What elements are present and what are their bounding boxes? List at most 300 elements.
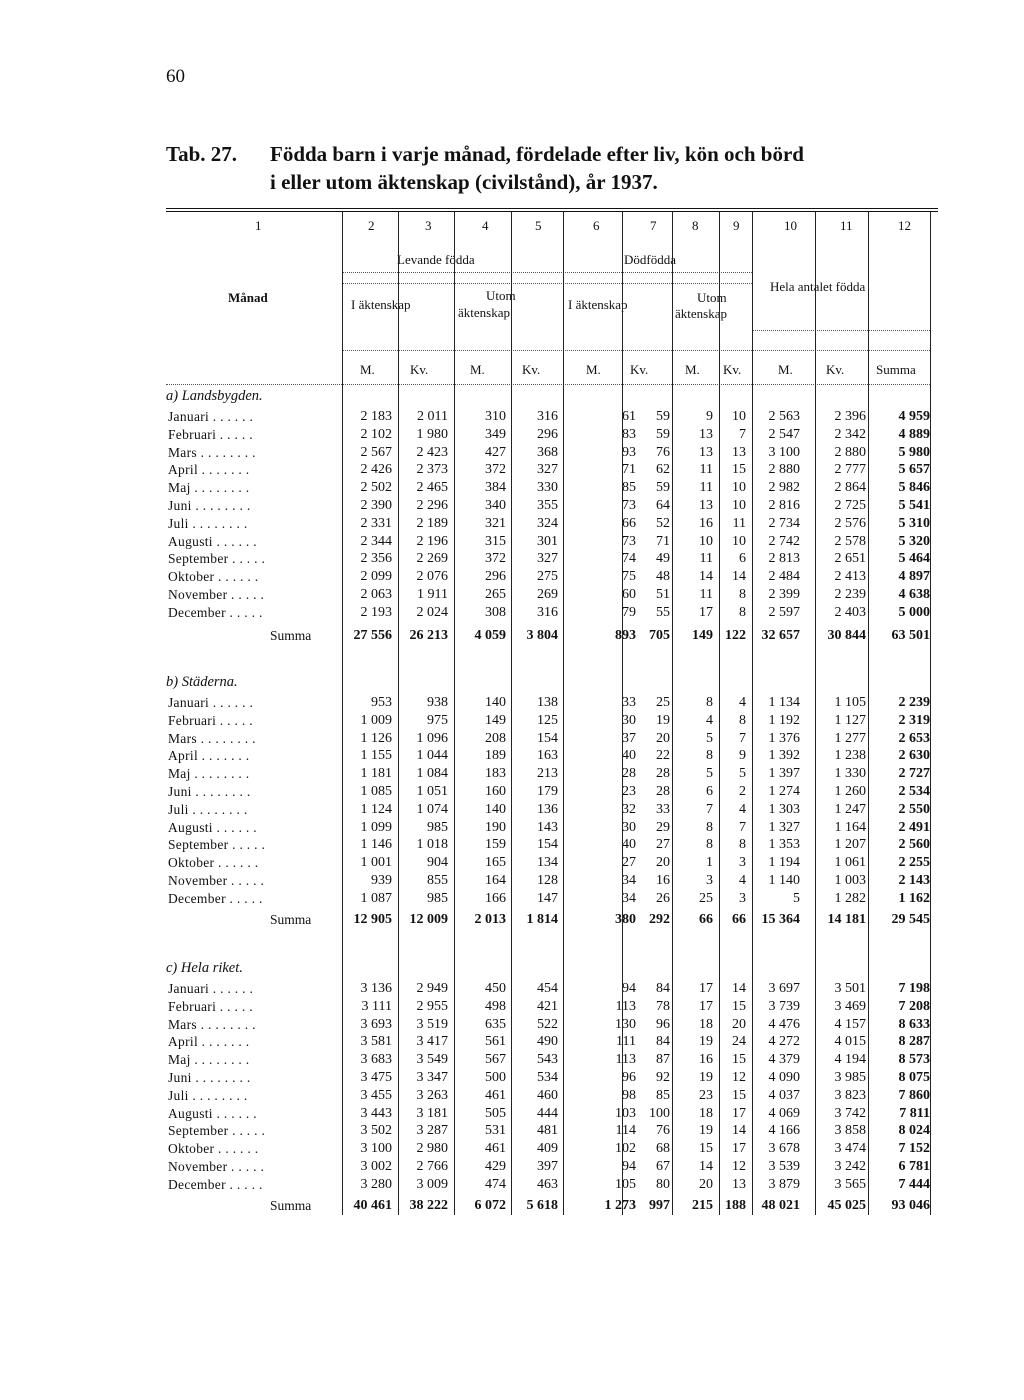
table-cell: 4 — [739, 801, 746, 817]
table-cell: 6 — [706, 784, 713, 799]
table-cell: 27 — [622, 855, 636, 871]
table-cell: 3 417 — [416, 1034, 448, 1050]
table-cell: 1 003 — [834, 873, 866, 888]
table-cell: 20 — [656, 730, 670, 746]
table-cell: 20 — [732, 1016, 746, 1032]
table-cell: 310 — [485, 409, 506, 424]
table-cell: 3 263 — [416, 1087, 448, 1103]
table-cell: 531 — [485, 1123, 506, 1139]
table-cell: 421 — [537, 998, 558, 1014]
table-cell: 397 — [537, 1159, 558, 1174]
table-cell: 1 — [706, 855, 713, 871]
column-number: 10 — [784, 218, 797, 233]
table-cell: 2 342 — [834, 426, 866, 442]
sum-cell: 27 556 — [353, 628, 392, 643]
table-cell: 14 — [732, 569, 746, 585]
table-cell: 12 — [732, 1159, 746, 1174]
table-cell: 12 — [732, 1070, 746, 1085]
table-cell: 1 274 — [768, 784, 800, 799]
table-cell: 10 — [732, 480, 746, 496]
table-cell: 13 — [699, 426, 713, 442]
table-cell: 1 238 — [834, 748, 866, 764]
table-cell: 985 — [427, 819, 448, 835]
sum-cell: 6 072 — [474, 1198, 506, 1213]
table-cell: 5 — [739, 766, 746, 782]
table-cell: 3 280 — [360, 1176, 392, 1192]
month-label: Mars . . . . . . . . — [168, 1016, 256, 1032]
table-cell: 2 239 — [834, 587, 866, 602]
table-cell: 2 547 — [768, 426, 800, 442]
header-rule — [342, 350, 930, 351]
table-cell: 1 124 — [360, 801, 392, 817]
table-cell: 190 — [485, 819, 506, 835]
table-cell: 3 469 — [834, 998, 866, 1014]
table-cell: 5 980 — [898, 444, 930, 460]
male-header: M. — [470, 362, 485, 377]
table-cell: 2 766 — [416, 1159, 448, 1174]
table-cell: 1 162 — [898, 890, 930, 906]
table-cell: 534 — [537, 1070, 558, 1085]
table-cell: 3 693 — [360, 1016, 392, 1032]
sum-cell: 26 213 — [409, 628, 448, 643]
table-cell: 1 397 — [768, 766, 800, 782]
table-cell: 73 — [622, 498, 636, 513]
male-header: M. — [360, 362, 375, 377]
table-cell: 40 — [622, 837, 636, 853]
table-cell: 94 — [622, 1159, 636, 1174]
column-separator — [454, 212, 455, 1215]
sum-cell: 1 273 — [604, 1198, 636, 1213]
table-cell: 3 443 — [360, 1105, 392, 1121]
table-cell: 16 — [699, 1052, 713, 1068]
table-cell: 8 024 — [898, 1123, 930, 1139]
table-cell: 522 — [537, 1016, 558, 1032]
table-cell: 454 — [537, 981, 558, 996]
table-cell: 33 — [656, 801, 670, 817]
female-header: Kv. — [723, 362, 742, 377]
month-label: Juni . . . . . . . . — [168, 784, 251, 799]
column-number: 2 — [368, 218, 375, 233]
table-cell: 2 563 — [768, 409, 800, 424]
table-cell: 2 567 — [360, 444, 392, 460]
table-cell: 2 816 — [768, 498, 800, 513]
table-cell: 3 242 — [834, 1159, 866, 1174]
table-cell: 67 — [656, 1159, 670, 1174]
table-cell: 75 — [622, 569, 636, 585]
table-cell: 8 — [706, 819, 713, 835]
table-cell: 1 001 — [360, 855, 392, 871]
table-cell: 9 — [739, 748, 746, 764]
table-cell: 1 392 — [768, 748, 800, 764]
section-title: b) Städerna. — [166, 674, 238, 690]
male-header: M. — [778, 362, 793, 377]
table-cell: 134 — [537, 855, 558, 871]
table-cell: 83 — [622, 426, 636, 442]
month-label: Januari . . . . . . — [168, 695, 254, 710]
month-label: Juli . . . . . . . . — [168, 1087, 248, 1103]
table-cell: 51 — [656, 587, 670, 602]
table-cell: 3 111 — [361, 998, 392, 1014]
table-cell: 1 085 — [360, 784, 392, 799]
column-number: 9 — [733, 218, 740, 233]
table-cell: 13 — [732, 1176, 746, 1192]
table-cell: 2 777 — [834, 462, 866, 478]
table-cell: 355 — [537, 498, 558, 513]
table-cell: 296 — [537, 426, 558, 442]
table-cell: 73 — [622, 533, 636, 549]
table-cell: 2 727 — [898, 766, 930, 782]
table-cell: 3 009 — [416, 1176, 448, 1192]
table-cell: 8 — [739, 837, 746, 853]
table-cell: 74 — [622, 551, 636, 567]
table-cell: 3 581 — [360, 1034, 392, 1050]
table-cell: 3 539 — [768, 1159, 800, 1174]
table-cell: 349 — [485, 426, 506, 442]
female-header: Kv. — [410, 362, 429, 377]
table-cell: 17 — [699, 604, 713, 620]
table-cell: 2 980 — [416, 1141, 448, 1157]
female-header: Kv. — [630, 362, 649, 377]
table-cell: 11 — [699, 551, 713, 567]
table-cell: 113 — [615, 1052, 636, 1068]
table-cell: 953 — [371, 695, 392, 710]
table-cell: 2 102 — [360, 426, 392, 442]
table-cell: 4 897 — [898, 569, 930, 585]
column-separator — [342, 212, 343, 1215]
sum-cell: 14 181 — [827, 912, 866, 927]
table-cell: 62 — [656, 462, 670, 478]
month-label: April . . . . . . . — [168, 1034, 250, 1050]
top-rule — [166, 208, 938, 209]
table-cell: 52 — [656, 515, 670, 531]
table-cell: 2 255 — [898, 855, 930, 871]
table-cell: 461 — [485, 1087, 506, 1103]
table-cell: 2 423 — [416, 444, 448, 460]
table-cell: 3 474 — [834, 1141, 866, 1157]
table-cell: 13 — [732, 444, 746, 460]
table-cell: 59 — [656, 480, 670, 496]
table-cell: 159 — [485, 837, 506, 853]
table-cell: 17 — [732, 1105, 746, 1121]
table-cell: 3 739 — [768, 998, 800, 1014]
table-cell: 301 — [537, 533, 558, 549]
sum-label: Summa — [270, 628, 312, 643]
title-line-1: Födda barn i varje månad, fördelade efter liv, kön och börd — [270, 142, 804, 166]
table-cell: 125 — [537, 712, 558, 728]
table-cell: 904 — [427, 855, 448, 871]
table-cell: 8 — [706, 837, 713, 853]
table-cell: 15 — [732, 1052, 746, 1068]
table-cell: 160 — [485, 784, 506, 799]
month-label: Juni . . . . . . . . — [168, 498, 251, 513]
sum-cell: 122 — [725, 628, 746, 643]
section-title: c) Hela riket. — [166, 960, 243, 976]
column-number: 11 — [840, 218, 853, 233]
table-cell: 3 565 — [834, 1176, 866, 1192]
table-cell: 102 — [615, 1141, 636, 1157]
table-cell: 8 — [739, 587, 746, 602]
table-cell: 1 018 — [416, 837, 448, 853]
table-cell: 15 — [732, 1087, 746, 1103]
table-cell: 635 — [485, 1016, 506, 1032]
table-cell: 2 982 — [768, 480, 800, 496]
table-cell: 147 — [537, 890, 558, 906]
sum-cell: 66 — [732, 912, 746, 927]
table-cell: 3 858 — [834, 1123, 866, 1139]
table-cell: 2 465 — [416, 480, 448, 496]
table-cell: 4 272 — [768, 1034, 800, 1050]
table-cell: 26 — [656, 890, 670, 906]
header-rule — [752, 330, 930, 331]
table-cell: 189 — [485, 748, 506, 764]
table-cell: 5 657 — [898, 462, 930, 478]
table-cell: 6 781 — [898, 1159, 930, 1174]
month-label: December . . . . . — [168, 1176, 263, 1192]
out-marriage-header: Utom — [486, 288, 516, 303]
table-cell: 4 379 — [768, 1052, 800, 1068]
table-cell: 80 — [656, 1176, 670, 1192]
sum-cell: 2 013 — [474, 912, 506, 927]
month-header: Månad — [228, 290, 268, 305]
table-cell: 409 — [537, 1141, 558, 1157]
table-cell: 1 084 — [416, 766, 448, 782]
table-cell: 316 — [537, 409, 558, 424]
table-cell: 2 734 — [768, 515, 800, 531]
in-marriage-header: I äktenskap — [351, 297, 411, 312]
table-cell: 5 — [706, 766, 713, 782]
table-cell: 22 — [656, 748, 670, 764]
table-cell: 4 476 — [768, 1016, 800, 1032]
table-cell: 2 344 — [360, 533, 392, 549]
table-cell: 8 075 — [898, 1070, 930, 1085]
table-cell: 490 — [537, 1034, 558, 1050]
month-label: Augusti . . . . . . — [168, 1105, 257, 1121]
sum-cell: 48 021 — [761, 1198, 800, 1213]
table-cell: 2 534 — [898, 784, 930, 799]
table-cell: 3 100 — [768, 444, 800, 460]
table-cell: 66 — [622, 515, 636, 531]
sum-cell: 63 501 — [891, 628, 930, 643]
male-header: M. — [685, 362, 700, 377]
table-cell: 13 — [699, 444, 713, 460]
table-cell: 1 074 — [416, 801, 448, 817]
table-cell: 17 — [732, 1141, 746, 1157]
table-cell: 5 541 — [898, 498, 930, 513]
section-title: a) Landsbygden. — [166, 388, 263, 404]
table-cell: 183 — [485, 766, 506, 782]
table-cell: 17 — [699, 998, 713, 1014]
column-separator — [752, 212, 753, 1215]
table-cell: 3 683 — [360, 1052, 392, 1068]
sum-header: Summa — [876, 362, 916, 377]
table-cell: 10 — [732, 409, 746, 424]
table-cell: 71 — [622, 462, 636, 478]
table-cell: 3 136 — [360, 981, 392, 996]
table-cell: 98 — [622, 1087, 636, 1103]
table-cell: 14 — [699, 1159, 713, 1174]
table-cell: 1 277 — [834, 730, 866, 746]
table-cell: 2 099 — [360, 569, 392, 585]
table-cell: 10 — [699, 533, 713, 549]
column-separator — [622, 212, 623, 1215]
table-cell: 324 — [537, 515, 558, 531]
table-cell: 59 — [656, 409, 670, 424]
table-cell: 85 — [622, 480, 636, 496]
sum-cell: 380 — [615, 912, 636, 927]
table-cell: 87 — [656, 1052, 670, 1068]
table-cell: 2 550 — [898, 801, 930, 817]
table-cell: 5 846 — [898, 480, 930, 496]
table-cell: 103 — [615, 1105, 636, 1121]
table-cell: 11 — [699, 480, 713, 496]
table-cell: 3 742 — [834, 1105, 866, 1121]
table-cell: 11 — [732, 515, 746, 531]
table-cell: 4 166 — [768, 1123, 800, 1139]
table-title — [166, 140, 946, 196]
table-cell: 500 — [485, 1070, 506, 1085]
table-cell: 321 — [485, 515, 506, 531]
table-cell: 14 — [699, 569, 713, 585]
column-separator — [815, 212, 816, 1215]
table-cell: 49 — [656, 551, 670, 567]
table-cell: 2 578 — [834, 533, 866, 549]
column-separator — [563, 212, 564, 1215]
table-cell: 2 813 — [768, 551, 800, 567]
column-separator — [930, 212, 931, 1215]
table-cell: 15 — [732, 998, 746, 1014]
month-label: Oktober . . . . . . — [168, 569, 259, 585]
table-cell: 1 192 — [768, 712, 800, 728]
month-label: Januari . . . . . . — [168, 981, 254, 996]
table-cell: 11 — [699, 587, 713, 602]
table-cell: 114 — [615, 1123, 636, 1139]
header-rule — [342, 272, 752, 273]
table-cell: 208 — [485, 730, 506, 746]
sum-cell: 12 905 — [353, 912, 392, 927]
sum-cell: 45 025 — [827, 1198, 866, 1213]
table-cell: 15 — [732, 462, 746, 478]
female-header: Kv. — [522, 362, 541, 377]
table-cell: 4 157 — [834, 1016, 866, 1032]
table-cell: 384 — [485, 480, 506, 496]
table-cell: 1 096 — [416, 730, 448, 746]
table-cell: 1 376 — [768, 730, 800, 746]
table-cell: 33 — [622, 695, 636, 710]
table-cell: 1 980 — [416, 426, 448, 442]
table-cell: 1 044 — [416, 748, 448, 764]
month-label: Augusti . . . . . . — [168, 819, 257, 835]
table-cell: 269 — [537, 587, 558, 602]
table-cell: 179 — [537, 784, 558, 799]
table-cell: 16 — [699, 515, 713, 531]
table-cell: 1 207 — [834, 837, 866, 853]
table-cell: 1 194 — [768, 855, 800, 871]
table-cell: 368 — [537, 444, 558, 460]
table-cell: 474 — [485, 1176, 506, 1192]
table-cell: 505 — [485, 1105, 506, 1121]
table-cell: 1 155 — [360, 748, 392, 764]
month-label: Juni . . . . . . . . — [168, 1070, 251, 1085]
column-number: 1 — [255, 218, 262, 233]
table-cell: 3 287 — [416, 1123, 448, 1139]
table-cell: 8 287 — [898, 1034, 930, 1050]
table-cell: 8 — [706, 695, 713, 710]
table-cell: 1 051 — [416, 784, 448, 799]
table-cell: 84 — [656, 981, 670, 996]
sum-cell: 1 814 — [526, 912, 558, 927]
table-cell: 2 193 — [360, 604, 392, 620]
table-cell: 17 — [699, 981, 713, 996]
table-cell: 2 373 — [416, 462, 448, 478]
table-cell: 2 239 — [898, 695, 930, 710]
month-label: November . . . . . — [168, 873, 265, 888]
table-cell: 1 087 — [360, 890, 392, 906]
table-cell: 8 633 — [898, 1016, 930, 1032]
table-cell: 2 651 — [834, 551, 866, 567]
table-cell: 2 955 — [416, 998, 448, 1014]
table-cell: 3 678 — [768, 1141, 800, 1157]
table-cell: 5 310 — [898, 515, 930, 531]
table-cell: 165 — [485, 855, 506, 871]
table-cell: 23 — [622, 784, 636, 799]
table-cell: 315 — [485, 533, 506, 549]
table-cell: 296 — [485, 569, 506, 585]
table-cell: 3 — [739, 890, 746, 906]
table-cell: 19 — [699, 1034, 713, 1050]
column-number: 5 — [535, 218, 542, 233]
table-cell: 1 164 — [834, 819, 866, 835]
table-cell: 327 — [537, 551, 558, 567]
month-label: Maj . . . . . . . . — [168, 480, 250, 496]
table-cell: 14 — [732, 1123, 746, 1139]
table-cell: 1 134 — [768, 695, 800, 710]
table-cell: 7 — [739, 819, 746, 835]
table-cell: 15 — [699, 1141, 713, 1157]
table-cell: 29 — [656, 819, 670, 835]
month-label: November . . . . . — [168, 1159, 265, 1174]
table-cell: 3 002 — [360, 1159, 392, 1174]
table-cell: 23 — [699, 1087, 713, 1103]
table-cell: 4 — [739, 695, 746, 710]
table-reference: Tab. 27. — [166, 142, 238, 166]
table-cell: 2 269 — [416, 551, 448, 567]
table-cell: 20 — [656, 855, 670, 871]
table-cell: 1 327 — [768, 819, 800, 835]
table-cell: 2 576 — [834, 515, 866, 531]
table-cell: 3 549 — [416, 1052, 448, 1068]
table-cell: 2 — [739, 784, 746, 799]
table-cell: 71 — [656, 533, 670, 549]
table-cell: 34 — [622, 873, 636, 888]
table-cell: 11 — [699, 462, 713, 478]
table-cell: 19 — [699, 1070, 713, 1085]
table-cell: 4 — [739, 873, 746, 888]
table-cell: 2 653 — [898, 730, 930, 746]
month-label: November . . . . . — [168, 587, 265, 602]
out-marriage-header: äktenskap — [458, 305, 510, 320]
table-cell: 7 811 — [899, 1105, 930, 1121]
table-cell: 372 — [485, 551, 506, 567]
month-label: Oktober . . . . . . — [168, 855, 259, 871]
table-cell: 28 — [656, 766, 670, 782]
table-cell: 28 — [656, 784, 670, 799]
month-label: Maj . . . . . . . . — [168, 1052, 250, 1068]
table-cell: 2 296 — [416, 498, 448, 513]
month-label: April . . . . . . . — [168, 748, 250, 764]
table-cell: 78 — [656, 998, 670, 1014]
sum-cell: 149 — [692, 628, 713, 643]
column-number: 6 — [593, 218, 600, 233]
